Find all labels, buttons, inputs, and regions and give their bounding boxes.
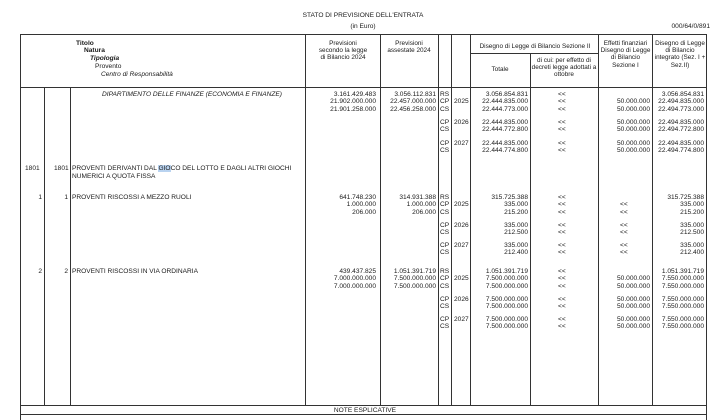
header-provento: Provento [95, 63, 122, 70]
document-title: STATO DI PREVISIONE DELL'ENTRATA [302, 12, 424, 19]
effetti-values: 50.000.000 50.000.000 [616, 275, 650, 290]
col-border-codeB [70, 87, 71, 405]
row-type-cells: CP CS [440, 316, 450, 331]
code-a: 2 [38, 268, 42, 275]
totale-values: 7.500.000.000 7.500.000.000 [485, 316, 528, 331]
effetti-values: 50.000.000 50.000.000 [616, 119, 650, 134]
notes-rule [20, 414, 706, 415]
col-border-type [451, 34, 452, 405]
integrato-values: 315.725.388 335.000 215.200 [667, 194, 704, 216]
row-type-cells: RS CP CS [440, 91, 450, 113]
col-border-year [470, 34, 471, 405]
effetti-values: << << [620, 242, 628, 257]
year-label: 2026 [454, 296, 469, 303]
totale-values: 7.500.000.000 7.500.000.000 [485, 296, 528, 311]
row-type-cells: CP CS [440, 222, 450, 237]
header-di-cui: di cui: per effetto di decreti legge adottati a ottobre [531, 57, 597, 79]
year-label: 2026 [454, 222, 469, 229]
dicui-values: << << [558, 242, 566, 257]
text-selection[interactable]: GIO [158, 165, 171, 172]
effetti-values: 50.000.000 50.000.000 [616, 296, 650, 311]
year-label: 2025 [454, 275, 469, 283]
disegno-subheader-rule [470, 53, 598, 54]
prev-legge-values: 439.437.825 7.000.000.000 7.000.000.000 [333, 268, 376, 290]
totale-values: 22.444.835.000 22.444.772.800 [482, 119, 528, 134]
col-border-desc [305, 34, 306, 405]
totale-values: 3.056.854.831 22.444.835.000 22.444.773.000 [482, 91, 528, 113]
dicui-values: << << << [558, 194, 566, 216]
integrato-values: 1.051.391.719 7.550.000.000 7.550.000.000 [661, 268, 704, 290]
prev-assestate-values: 3.056.112.831 22.457.000.000 22.456.258.000 [390, 91, 436, 113]
col-border-totale [530, 53, 531, 405]
header-effetti: Effetti finanziari Disegno di Legge di Bilancio Sezione I [600, 40, 651, 69]
prev-legge-values: 3.161.429.483 21.902.000.000 21.901.258.000 [330, 91, 376, 113]
col-border-right [706, 34, 707, 420]
totale-values: 315.725.388 335.000 215.200 [491, 194, 528, 216]
section-label-1801-line2: NUMERICI A QUOTA FISSA [72, 173, 156, 180]
col-border-disegno [598, 34, 599, 405]
integrato-values: 335.000 212.400 [680, 242, 704, 257]
header-natura: Natura [84, 47, 105, 54]
effetti-values: << << [620, 222, 628, 237]
header-titolo: Titolo [76, 40, 94, 47]
year-label: 2027 [454, 242, 469, 249]
totale-values: 22.444.835.000 22.444.774.800 [482, 140, 528, 155]
integrato-values: 3.056.854.831 22.494.835.000 22.494.773.000 [658, 91, 704, 113]
section-label-ordinaria: PROVENTI RISCOSSI IN VIA ORDINARIA [72, 268, 199, 275]
year-label: 2025 [454, 201, 469, 209]
totale-values: 335.000 212.400 [504, 242, 528, 257]
year-label: 2027 [454, 140, 469, 147]
dicui-values: << << [558, 222, 566, 237]
effetti-values: 50.000.000 50.000.000 [616, 98, 650, 113]
row-type-cells: CP CS [440, 296, 450, 311]
header-prev-legge: Previsioni secondo la legge di Bilancio 2024 [318, 40, 368, 62]
integrato-values: 22.494.835.000 22.494.772.800 [658, 119, 704, 134]
code-b: 1 [64, 194, 68, 201]
effetti-values: << << [620, 201, 628, 216]
integrato-values: 22.494.835.000 22.494.774.800 [658, 140, 704, 155]
header-integrato: Disegno di Legge di Bilancio integrato (Sez. I + Sez.II) [654, 40, 706, 69]
dicui-values: << << [558, 140, 566, 155]
header-disegno: Disegno di Legge di Bilancio Sezione II [479, 43, 591, 50]
integrato-values: 7.550.000.000 7.550.000.000 [661, 296, 704, 311]
header-tipologia: Tipologia [90, 55, 120, 62]
dicui-values: << << [558, 296, 566, 311]
col-border-codeA [44, 87, 45, 405]
totale-values: 1.051.391.719 7.500.000.000 7.500.000.000 [485, 268, 528, 290]
prev-legge-values: 641.748.230 1.000.000 206.000 [339, 194, 376, 216]
currency-note: (in Euro) [350, 23, 376, 30]
code-1801-b: 1801 [54, 165, 69, 172]
row-type-cells: CP CS [440, 119, 450, 134]
dicui-values: << << [558, 316, 566, 331]
section-label-ruoli: PROVENTI RISCOSSI A MEZZO RUOLI [72, 194, 192, 201]
table-top-rule [20, 34, 706, 35]
col-border-effetti [652, 34, 653, 405]
header-prev-assestate: Previsioni assestate 2024 [387, 40, 431, 55]
col-border-prev-legge [380, 34, 381, 405]
dicui-values: << << [558, 119, 566, 134]
header-bottom-rule [20, 87, 706, 88]
dicui-values: << << << [558, 268, 566, 290]
integrato-values: 335.000 212.500 [680, 222, 704, 237]
integrato-values: 7.550.000.000 7.550.000.000 [661, 316, 704, 331]
effetti-values: 50.000.000 50.000.000 [616, 140, 650, 155]
section-label-1801: PROVENTI DERIVANTI DAL GIOCO DEL LOTTO E DAGLI ALTRI GIOCHI [72, 165, 292, 172]
code-a: 1 [38, 194, 42, 201]
notes-heading: NOTE ESPLICATIVE [333, 406, 397, 414]
prev-assestate-values: 1.051.391.719 7.500.000.000 7.500.000.000 [393, 268, 436, 290]
header-centro: Centro di Responsabilità [101, 71, 173, 78]
document-code: 000/64/0/891 [671, 23, 710, 30]
row-type-cells: RS CP CS [440, 268, 450, 290]
col-border-prev-assestate [438, 34, 439, 405]
section-label-dipartimento: DIPARTIMENTO DELLE FINANZE (ECONOMIA E FINANZE) [102, 91, 283, 98]
row-type-cells: RS CP CS [440, 194, 450, 216]
row-type-cells: CP CS [440, 242, 450, 257]
effetti-values: 50.000.000 50.000.000 [616, 316, 650, 331]
col-border-left [20, 34, 21, 420]
year-label: 2026 [454, 119, 469, 126]
header-totale: Totale [491, 66, 509, 73]
year-label: 2025 [454, 98, 469, 106]
totale-values: 335.000 212.500 [504, 222, 528, 237]
dicui-values: << << << [558, 91, 566, 113]
row-type-cells: CP CS [440, 140, 450, 155]
code-b: 2 [64, 268, 68, 275]
prev-assestate-values: 314.931.388 1.000.000 206.000 [399, 194, 436, 216]
code-1801-a: 1801 [25, 165, 40, 172]
year-label: 2027 [454, 316, 469, 323]
